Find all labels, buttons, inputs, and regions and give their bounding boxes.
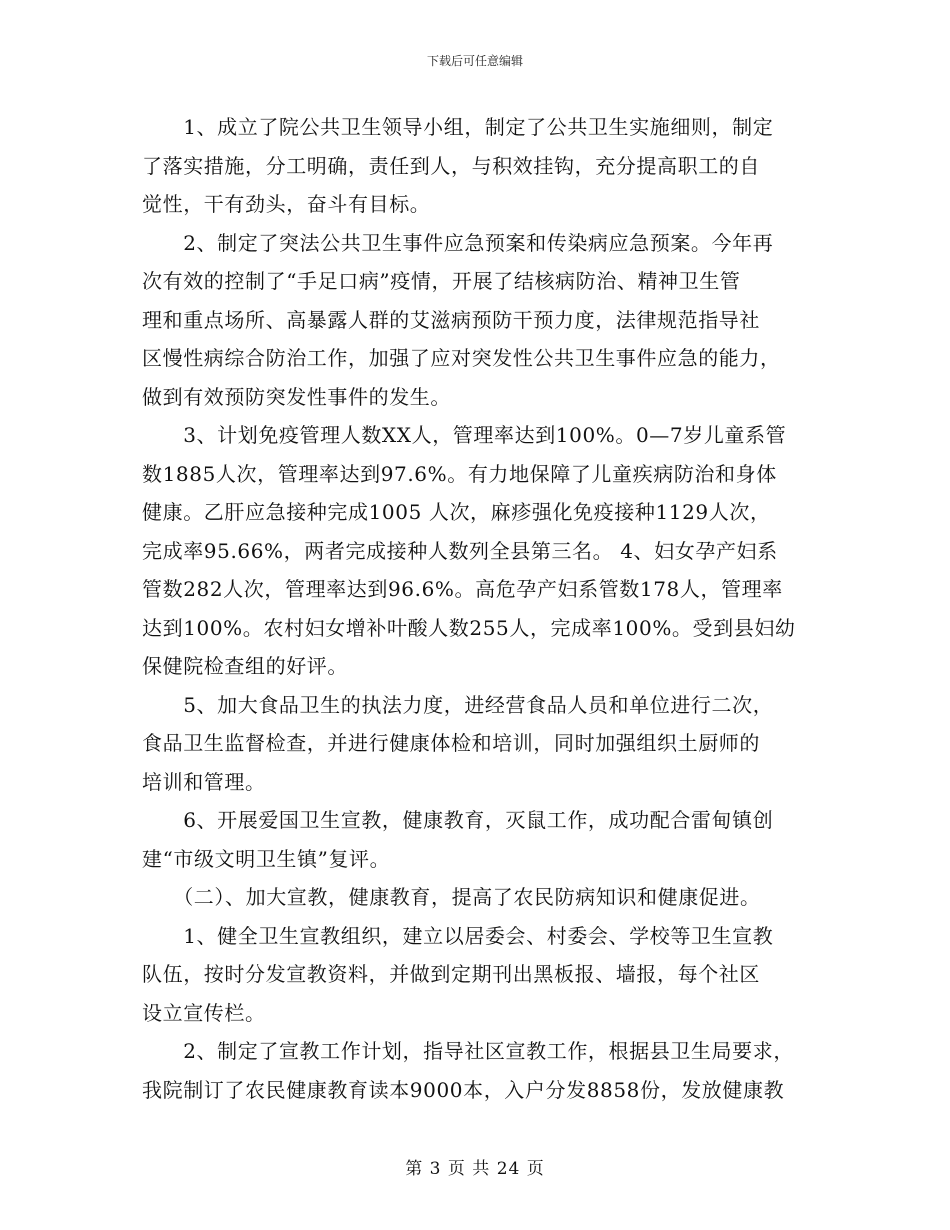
text-line: 队伍，按时分发宣教资料，并做到定期刊出黑板报、墙报，每个社区 [142,962,760,986]
text-line: 达到100%。农村妇女增补叶酸人数255人，完成率100%。受到县妇幼 [142,615,796,640]
page-header-note: 下载后可任意编辑 [426,54,523,68]
text-line: 次有效的控制了“手足口病”疫情，开展了结核病防治、精神卫生管 [142,269,741,293]
text-line: 区慢性病综合防治工作，加强了应对突发性公共卫生事件应急的能力， [142,346,781,370]
text-line: 健康。乙肝应急接种完成1005 人次，麻疹强化免疫接种1129人次， [142,500,771,524]
document-body [142,108,814,1109]
text-line: 觉性，干有劲头，奋斗有目标。 [142,192,431,216]
text-line: 培训和管理。 [142,769,266,794]
text-line: 食品卫生监督检查，并进行健康体检和培训，同时加强组织土厨师的 [142,731,760,755]
text-line: 完成率95.66%，两者完成接种人数列全县第三名。 4、妇女孕产妇系 [142,538,778,563]
text-line: 2、制定了突法公共卫生事件应急预案和传染病应急预案。今年再 [142,230,774,255]
text-line: 2、制定了宣教工作计划，指导社区宣教工作，根据县卫生局要求， [142,1039,794,1063]
page-number-footer: 第 3 页 共 24 页 [405,1159,545,1179]
text-line: 设立宣传栏。 [142,1000,266,1025]
text-line: 6、开展爱国卫生宣教，健康教育，灭鼠工作，成功配合雷甸镇创 [142,808,774,832]
text-line: 我院制订了农民健康教育读本9000本，入户分发8858份，发放健康教 [142,1077,785,1102]
text-line: 了落实措施，分工明确，责任到人，与积效挂钩，充分提高职工的自 [142,153,760,178]
text-line: 管数282人次，管理率达到96.6%。高危孕产妇系管数178人，管理率 [142,577,783,601]
text-line: 1、健全卫生宣教组织，建立以居委会、村委会、学校等卫生宣教 [142,923,774,948]
text-line: 建“市级文明卫生镇”复评。 [142,846,391,871]
text-line: 做到有效预防突发性事件的发生。 [142,384,451,409]
text-line: 数1885人次，管理率达到97.6%。有力地保障了儿童疾病防治和身体 [142,461,777,486]
text-line: 1、成立了院公共卫生领导小组，制定了公共卫生实施细则，制定 [142,115,774,139]
text-line: 5、加大食品卫生的执法力度，进经营食品人员和单位进行二次， [142,692,774,717]
text-line: 保健院检查组的好评。 [142,654,348,678]
text-line: 3、计划免疫管理人数XX人，管理率达到100%。0—7岁儿童系管 [142,423,787,447]
text-line: 理和重点场所、高暴露人群的艾滋病预防干预力度，法律规范指导社 [142,307,760,332]
text-line: （二）、加大宣教，健康教育，提高了农民防病知识和健康促进。 [142,885,761,909]
